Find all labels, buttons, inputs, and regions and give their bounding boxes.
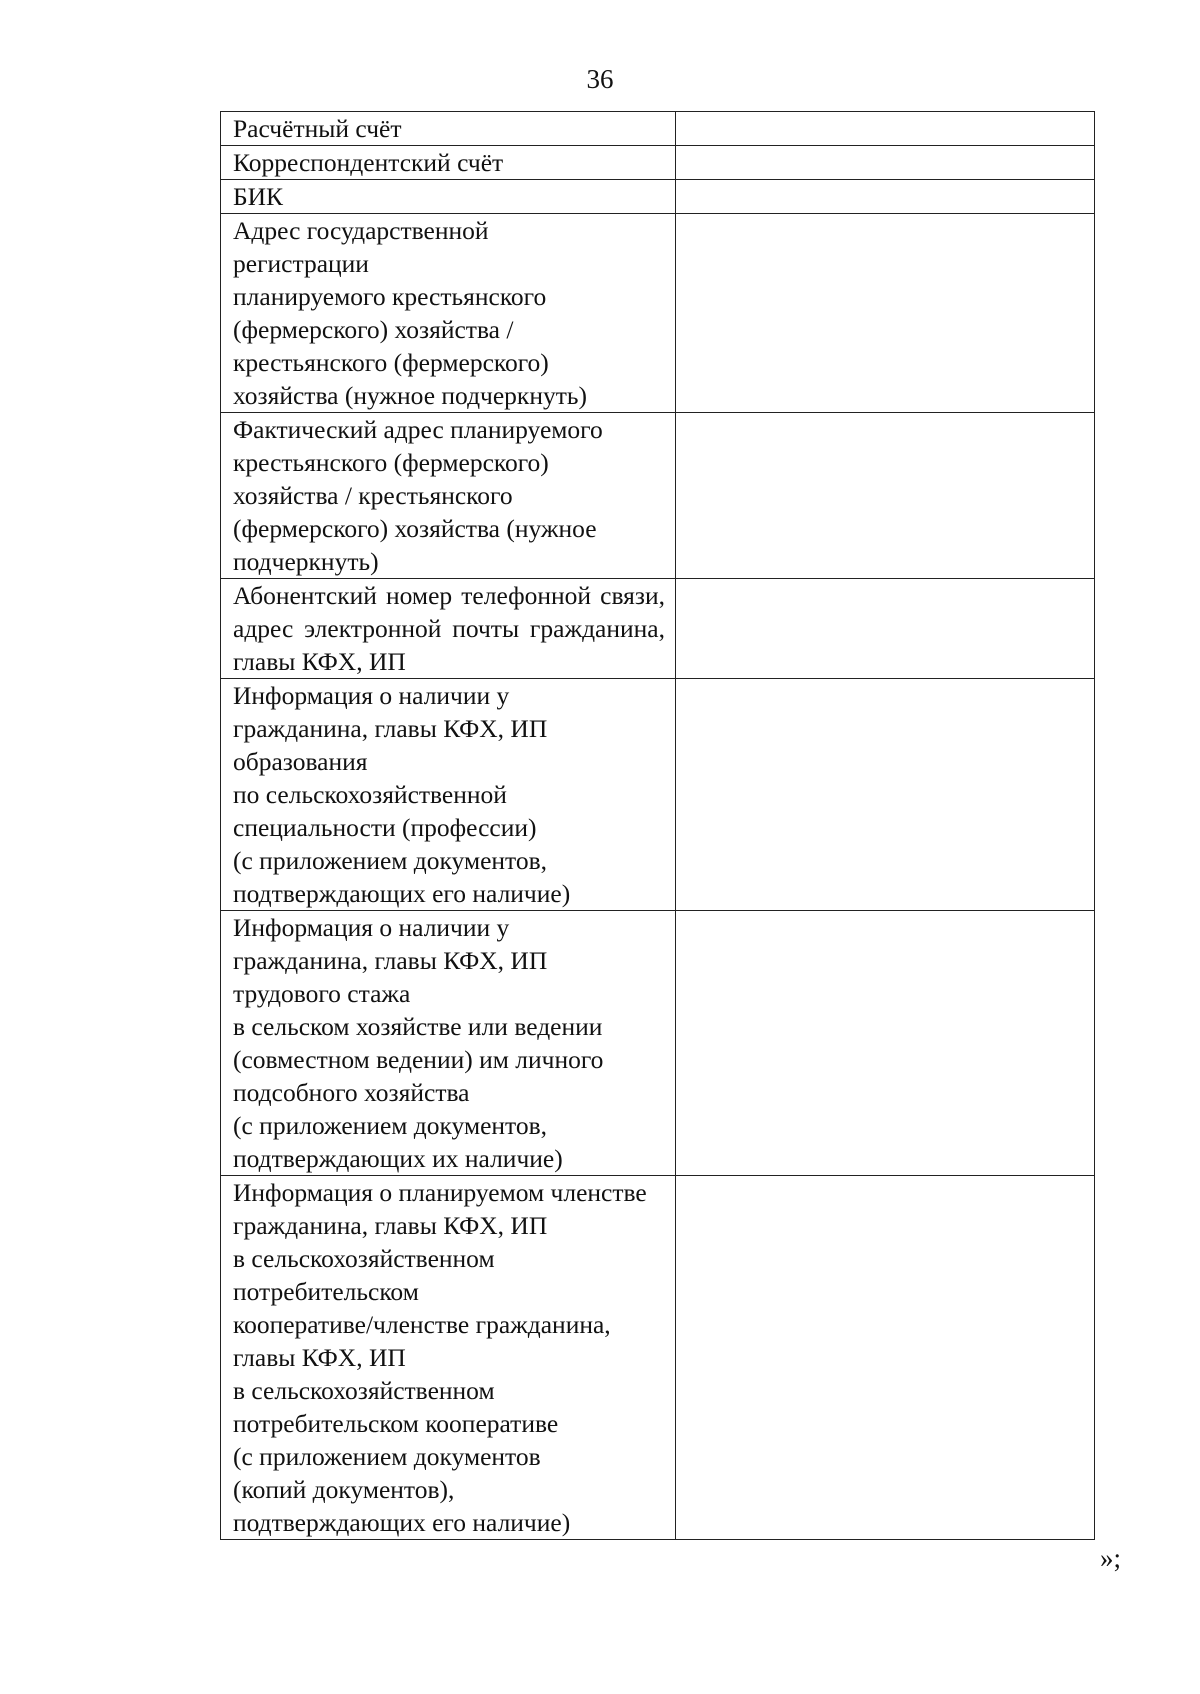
table-row-settlement-account: [221, 112, 1095, 146]
row-value-work-experience[interactable]: [676, 911, 1095, 1176]
table-row-work-experience: [221, 911, 1095, 1176]
row-label-contacts: Абонентский номер телефонной связи, адрес электронной почты гражданина, главы КФХ, ИП: [221, 579, 676, 679]
table-row-education: [221, 679, 1095, 911]
row-value-education[interactable]: [676, 679, 1095, 911]
applicant-details-table: [220, 111, 1095, 1540]
row-label-settlement-account: Расчётный счёт: [221, 112, 676, 146]
row-label-correspondent-account: Корреспондентский счёт: [221, 146, 676, 180]
table-row-correspondent-account: [221, 146, 1095, 180]
closing-quote-mark: »;: [1100, 1543, 1122, 1573]
table-row-actual-address: [221, 413, 1095, 579]
row-value-actual-address[interactable]: [676, 413, 1095, 579]
row-label-education: Информация о наличии у гражданина, главы КФХ, ИП образования по сельскохозяйственной специальности (профессии) (с приложением документов, подтверждающих его наличие): [221, 679, 676, 911]
row-label-cooperative-membership: Информация о планируемом членстве гражданина, главы КФХ, ИП в сельскохозяйственном потребительском кооперативе/членстве гражданина, главы КФХ, ИП в сельскохозяйственном потребительском кооперативе (с приложением документов (копий документов), подтверждающих его наличие): [221, 1176, 676, 1540]
table-row-registration-address: [221, 214, 1095, 413]
page-number: 36: [586, 64, 614, 94]
row-value-contacts[interactable]: [676, 579, 1095, 679]
row-value-cooperative-membership[interactable]: [676, 1176, 1095, 1540]
table-row-contacts: [221, 579, 1095, 679]
row-value-registration-address[interactable]: [676, 214, 1095, 413]
row-label-work-experience: Информация о наличии у гражданина, главы КФХ, ИП трудового стажа в сельском хозяйстве или ведении (совместном ведении) им личного подсобного хозяйства (с приложением документов, подтверждающих их наличие): [221, 911, 676, 1176]
table-row-cooperative-membership: [221, 1176, 1095, 1540]
row-value-settlement-account[interactable]: [676, 112, 1095, 146]
row-value-bik[interactable]: [676, 180, 1095, 214]
row-label-registration-address: Адрес государственной регистрации планируемого крестьянского (фермерского) хозяйства / крестьянского (фермерского) хозяйства (нужное подчеркнуть): [221, 214, 676, 413]
row-label-bik: БИК: [221, 180, 676, 214]
table-row-bik: [221, 180, 1095, 214]
row-value-correspondent-account[interactable]: [676, 146, 1095, 180]
row-label-actual-address: Фактический адрес планируемого крестьянского (фермерского) хозяйства / крестьянского (фермерского) хозяйства (нужное подчеркнуть): [221, 413, 676, 579]
